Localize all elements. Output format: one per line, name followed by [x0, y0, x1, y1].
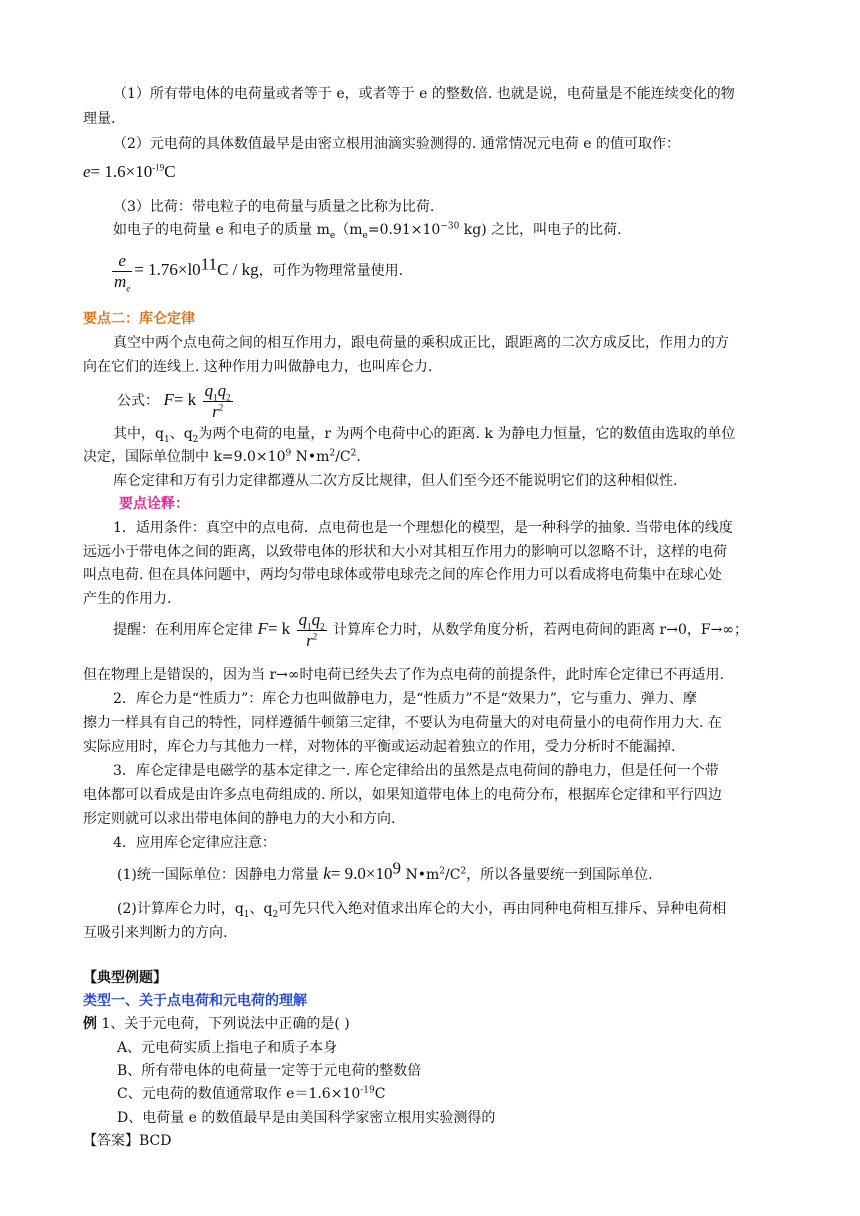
- paragraph-line: （2）元电荷的具体数值最早是由密立根用油滴实验测得的. 通常情况元电荷 e 的值可取作：: [113, 136, 680, 152]
- paragraph-line: 形定则就可以求出带电体间的静电力的大小和方向.: [83, 811, 396, 827]
- coulomb-fraction-inline: $\frac{q_1q_2}{r^2}$: [298, 609, 325, 650]
- paragraph-line: 决定，国际单位制中 $k=9.0\times 10^9$ $N•m^2/C^2$.: [83, 448, 361, 465]
- option-a: A、元电荷实质上指电子和质子本身: [117, 1040, 338, 1056]
- elementary-charge-formula: $e= 1.6\times 10^{-19}C$: [83, 162, 176, 181]
- paragraph-line: 叫点电荷. 但在具体问题中，两均匀带电球体或带电球壳之间的库仑作用力可以看成将电荷集中在球心处: [83, 567, 722, 583]
- paragraph-line: 如电子的电荷量 e 和电子的质量 $m_e(m_e=0.91\times 10^{-30}$ kg) 之比，叫电子的比荷.: [113, 221, 622, 241]
- paragraph-line: (2)计算库仑力时，$q_1$、$q_2$可先只代入绝对值求出库仑的大小，再由同种电荷相互排斥、异种电荷相: [117, 901, 727, 920]
- paragraph-line: 理量.: [83, 111, 116, 127]
- paragraph-line: 远远小于带电体之间的距离，以致带电体的形状和大小对其相互作用力的影响可以忽略不计，这样的电荷: [83, 544, 727, 560]
- coulomb-formula: 公式： F= k $\frac{q_1q_2}{r^2}$: [117, 380, 231, 421]
- option-c: C、元电荷的数值通常取作 $e=1.6\times 10^{-19}C$: [117, 1085, 386, 1102]
- paragraph-line: 电体都可以看成是由许多点电荷组成的. 所以，如果知道带电体上的电荷分布，根据库仑定律和平行四边: [83, 787, 722, 803]
- paragraph-line: 实际应用时，库仑力与其他力一样，对物体的平衡或运动起着独立的作用，受力分析时不能漏掉.: [83, 739, 676, 755]
- specific-charge-formula: $\frac{e}{m_e}$ = $1.76\times l0^{11}C$ / kg，可作为物理常量使用.: [114, 250, 404, 293]
- typical-examples-heading: 【典型例题】: [83, 970, 167, 986]
- paragraph-line: 其中，$q_1$、$q_2$为两个电荷的电量，r 为两个电荷中心的距离. k 为静电力恒量，它的数值由选取的单位: [113, 426, 736, 445]
- option-b: B、所有带电体的电荷量一定等于元电荷的整数倍: [117, 1063, 422, 1079]
- coulomb-fraction: $\frac{q_1q_2}{r^2}$: [204, 380, 231, 421]
- reminder-line: 提醒：在利用库仑定律 F= k $\frac{q_1q_2}{r^2}$ 计算库仑力时，从数学角度分析，若两电荷间的距离 r→0，F→∞；: [113, 609, 748, 650]
- paragraph-line: 1．适用条件：真空中的点电荷．点电荷也是一个理想化的模型，是一种科学的抽象. 当带电体的线度: [113, 520, 733, 536]
- answer-line: 【答案】BCD: [83, 1133, 172, 1149]
- paragraph-line: 库仑定律和万有引力定律都遵从二次方反比规律，但人们至今还不能说明它们的这种相似性.: [113, 473, 678, 489]
- paragraph-line: 擦力一样具有自己的特性，同样遵循牛顿第三定律，不要认为电荷量大的对电荷量小的电荷作用力大. 在: [83, 715, 722, 731]
- option-d: D、电荷量 e 的数值最早是由美国科学家密立根用实验测得的: [117, 1110, 496, 1126]
- unit-note-line: (1)统一国际单位：因静电力常量 $k= 9.0\times 10^9$ $N•m^2/C^2$，所以各量要统一到国际单位.: [117, 858, 653, 883]
- section-heading: 要点二：库仑定律: [83, 311, 195, 327]
- paragraph-line: （3）比荷：带电粒子的电荷量与质量之比称为比荷.: [113, 199, 435, 215]
- ratio-fraction: $\frac{e}{m_e}$: [114, 250, 131, 293]
- paragraph-line: 产生的作用力.: [83, 591, 172, 607]
- paragraph-line: （1）所有带电体的电荷量或者等于 e，或者等于 e 的整数倍. 也就是说，电荷量是不能连续变化的物: [113, 86, 735, 102]
- paragraph-line: 4．应用库仑定律应注意：: [113, 835, 276, 851]
- key-points-heading: 要点诠释：: [119, 496, 189, 512]
- example-question: 例 1、关于元电荷，下列说法中正确的是( ): [83, 1016, 350, 1032]
- paragraph-line: 真空中两个点电荷之间的相互作用力，跟电荷量的乘积成正比，跟距离的二次方成反比，作用力的方: [113, 335, 729, 351]
- paragraph-line: 3．库仑定律是电磁学的基本定律之一. 库仑定律给出的虽然是点电荷间的静电力，但是任何一个带: [113, 763, 719, 779]
- type-heading: 类型一、关于点电荷和元电荷的理解: [83, 993, 307, 1009]
- paragraph-line: 2．库仑力是“性质力”：库仑力也叫做静电力，是“性质力”不是“效果力”，它与重力、弹力、摩: [113, 691, 697, 707]
- paragraph-line: 互吸引来判断力的方向.: [83, 925, 228, 941]
- paragraph-line: 但在物理上是错误的，因为当 r→∞时电荷已经失去了作为点电荷的前提条件，此时库仑定律已不再适用.: [83, 667, 724, 683]
- paragraph-line: 向在它们的连线上. 这种作用力叫做静电力，也叫库仑力.: [83, 359, 433, 375]
